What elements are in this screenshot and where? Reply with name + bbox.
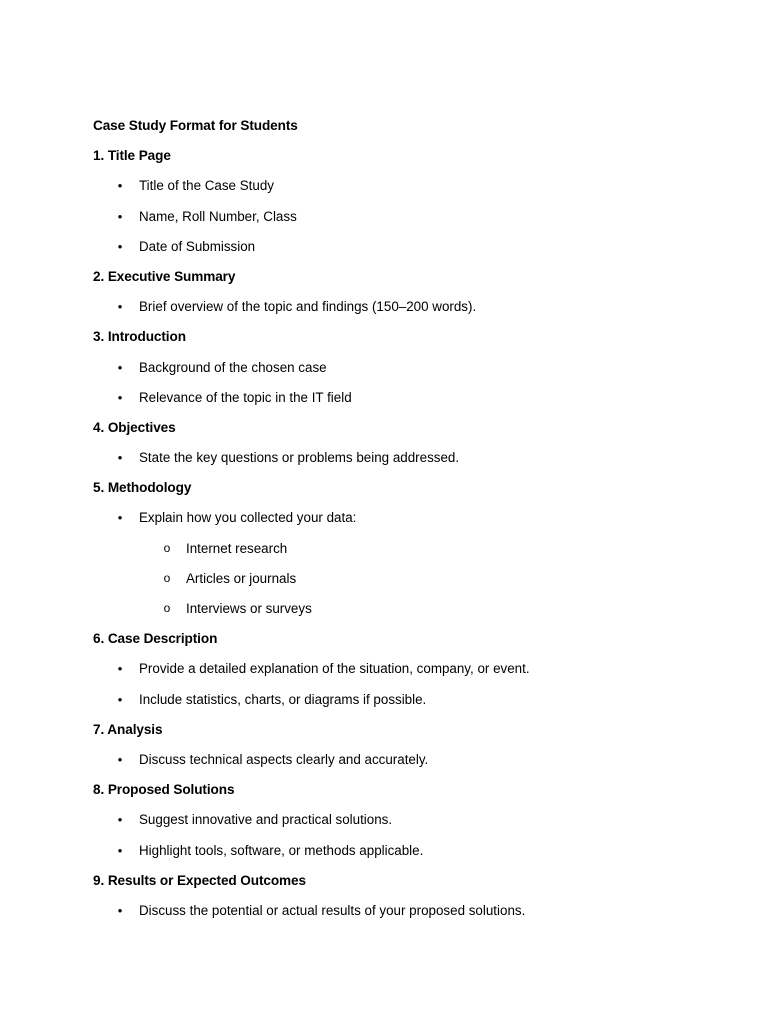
bullet-text: Date of Submission: [139, 238, 256, 254]
sub-item-text: Interviews or surveys: [186, 601, 312, 616]
bullet-icon: •: [117, 661, 123, 677]
sub-list-item: [93, 539, 693, 569]
section-heading: 8. Proposed Solutions: [93, 782, 235, 798]
bullet-list-item: [93, 358, 693, 388]
bullet-list-item: [93, 508, 693, 538]
section-heading: 9. Results or Expected Outcomes: [93, 872, 306, 888]
bullet-icon: •: [117, 812, 123, 828]
bullet-list-item: [93, 448, 693, 478]
bullet-list-item: [93, 297, 693, 327]
bullet-list-item: [93, 659, 693, 689]
bullet-icon: •: [117, 450, 123, 466]
bullet-text: Provide a detailed explanation of the situation, company, or event.: [139, 661, 530, 677]
bullet-text: Highlight tools, software, or methods applicable.: [139, 842, 424, 858]
bullet-text: Relevance of the topic in the IT field: [139, 389, 352, 405]
bullet-text: Name, Roll Number, Class: [139, 208, 297, 224]
circle-bullet-icon: o: [163, 570, 171, 585]
bullet-text: Discuss technical aspects clearly and accurately.: [139, 751, 429, 767]
bullet-icon: •: [117, 842, 123, 858]
sub-item-text: Articles or journals: [186, 570, 297, 586]
circle-bullet-icon: o: [163, 601, 171, 615]
bullet-list-item: [93, 690, 693, 720]
circle-bullet-icon: o: [163, 540, 171, 555]
bullet-icon: •: [117, 902, 123, 918]
bullet-text: State the key questions or problems being addressed.: [139, 450, 460, 466]
bullet-text: Explain how you collected your data:: [139, 510, 357, 526]
bullet-list-item: [93, 841, 693, 871]
bullet-list-item: [93, 810, 693, 840]
bullet-text: Background of the chosen case: [139, 359, 327, 375]
document-title: Case Study Format for Students: [93, 118, 298, 133]
bullet-list-item: [93, 388, 693, 418]
bullet-icon: •: [117, 751, 123, 767]
bullet-icon: •: [117, 691, 123, 707]
bullet-list-item: [93, 901, 693, 931]
document-content: [93, 116, 693, 931]
section-heading: 5. Methodology: [93, 480, 192, 496]
section-heading: 2. Executive Summary: [93, 268, 236, 284]
section-list: [93, 146, 693, 931]
bullet-icon: •: [117, 208, 123, 224]
bullet-icon: •: [117, 510, 123, 526]
bullet-list-item: [93, 237, 693, 267]
section-heading: 1. Title Page: [93, 148, 171, 164]
section-heading: 3. Introduction: [93, 329, 186, 345]
bullet-icon: •: [117, 359, 123, 375]
bullet-icon: •: [117, 389, 123, 405]
bullet-list-item: [93, 207, 693, 237]
section-heading: 6. Case Description: [93, 631, 218, 647]
sub-list-item: [93, 599, 693, 629]
bullet-text: Brief overview of the topic and findings (150–200 words).: [139, 299, 477, 315]
bullet-icon: •: [117, 299, 123, 315]
bullet-list-item: [93, 176, 693, 206]
sub-list-item: [93, 569, 693, 599]
bullet-icon: •: [117, 238, 123, 254]
bullet-icon: •: [117, 178, 123, 194]
section-heading: 7. Analysis: [93, 721, 163, 737]
bullet-text: Discuss the potential or actual results of your proposed solutions.: [139, 902, 526, 918]
bullet-text: Title of the Case Study: [139, 178, 274, 194]
sub-item-text: Internet research: [186, 540, 288, 556]
bullet-text: Suggest innovative and practical solutions.: [139, 812, 393, 828]
bullet-list-item: [93, 750, 693, 780]
bullet-text: Include statistics, charts, or diagrams if possible.: [139, 691, 427, 707]
section-heading: 4. Objectives: [93, 419, 176, 435]
